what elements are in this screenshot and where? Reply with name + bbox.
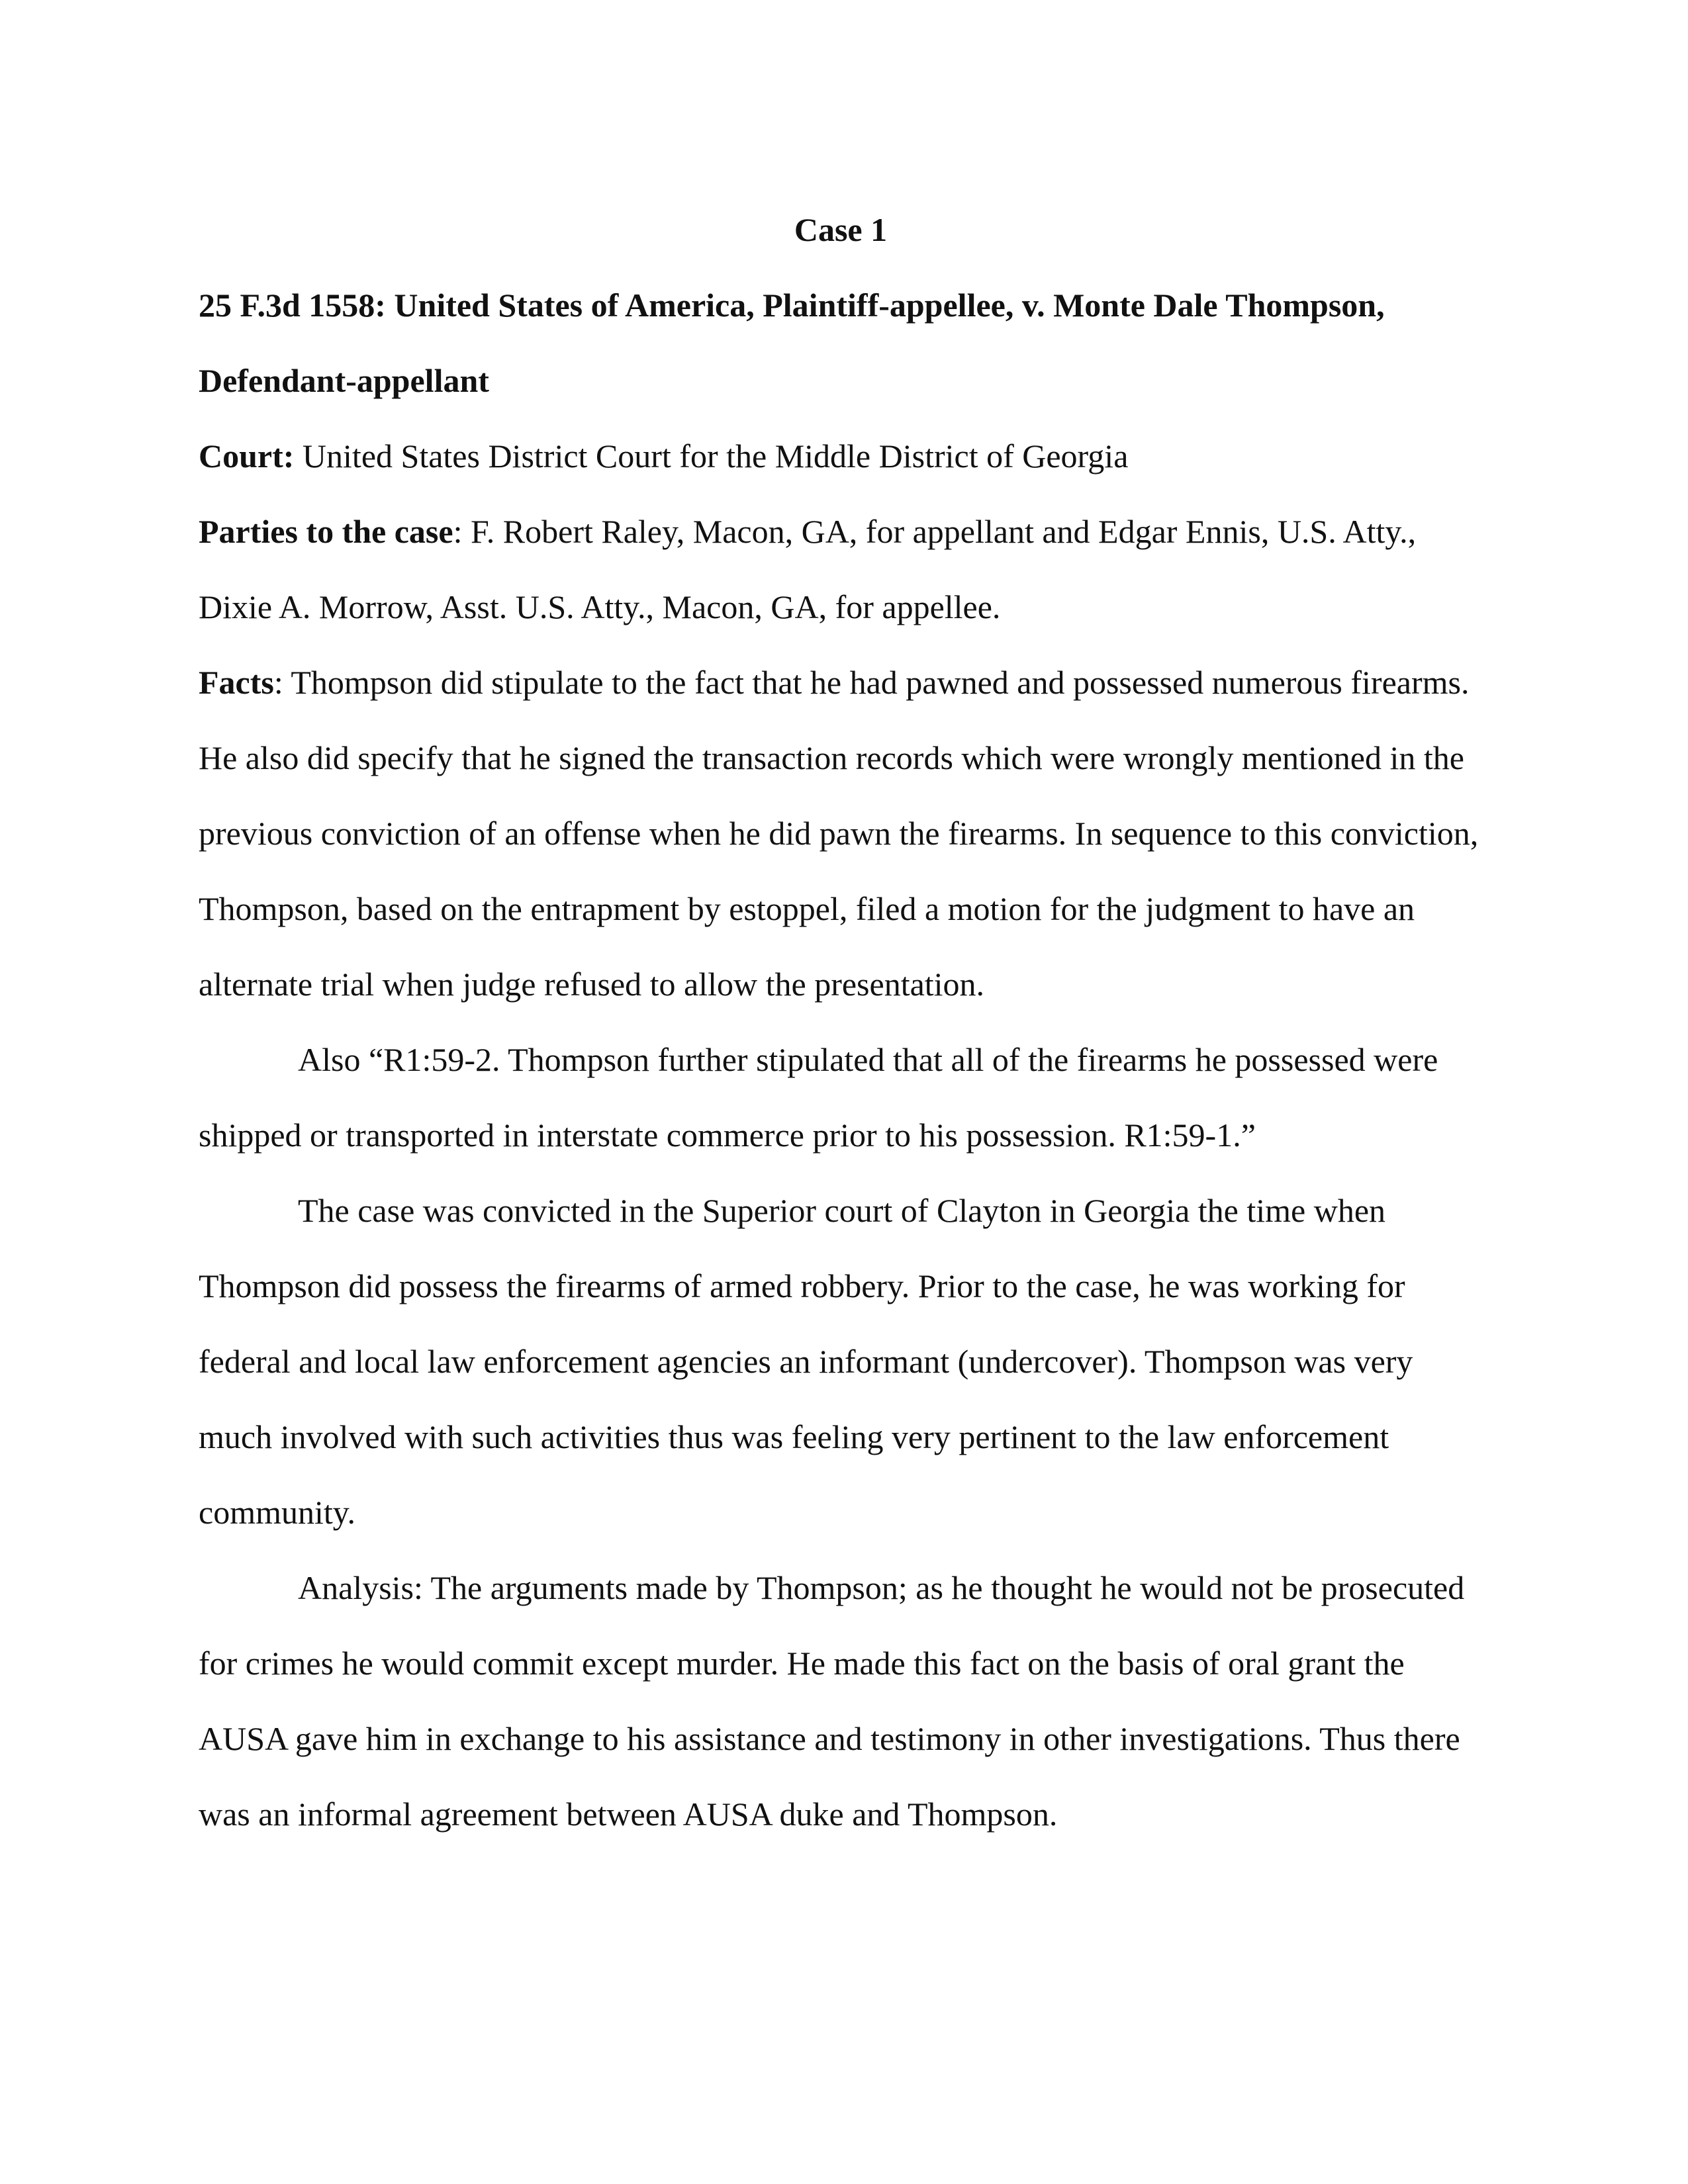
court-text: United States District Court for the Middle District of Georgia (294, 437, 1129, 475)
document-page (199, 192, 1483, 1852)
background-paragraph: The case was convicted in the Superior court of Clayton in Georgia the time when Thompson did possess the firearms of armed robbery. Prior to the case, he was working for federal and local law enforcement agencies an informant (undercover). Thompson was very much involved with such activities thus was feeling very pertinent to the law enforcement community. (199, 1192, 1413, 1531)
court-line (199, 418, 1483, 494)
parties-paragraph (199, 494, 1483, 645)
parties-label: Parties to the case (199, 513, 453, 550)
court-label: Court: (199, 437, 295, 475)
facts-label: Facts (199, 664, 274, 701)
facts-paragraph (199, 645, 1483, 1022)
analysis-paragraph: Analysis: The arguments made by Thompson; as he thought he would not be prosecuted for crimes he would commit except murder. He made this fact on the basis of oral grant the AUSA gave him in exchange to his assistance and testimony in other investigations. Thus there was an informal agreement between AUSA duke and Thompson. (199, 1569, 1465, 1833)
parties-text: : F. Robert Raley, Macon, GA, for appellant and Edgar Ennis, U.S. Atty., Dixie A. Morrow, Asst. U.S. Atty., Macon, GA, for appellee. (199, 513, 1417, 625)
stipulation-paragraph: Also “R1:59-2. Thompson further stipulated that all of the firearms he possessed were shipped or transported in interstate commerce prior to his possession. R1:59-1.” (199, 1041, 1438, 1154)
facts-text: : Thompson did stipulate to the fact that he had pawned and possessed numerous firearms. He also did specify that he signed the transaction records which were wrongly mentioned in the previous conviction of an offense when he did pawn the firearms. In sequence to this conviction, Thompson, based on the entrapment by estoppel, filed a motion for the judgment to have an alternate trial when judge refused to allow the presentation. (199, 664, 1479, 1003)
case-heading: 25 F.3d 1558: United States of America, Plaintiff-appellee, v. Monte Dale Thompson, Defendant-appellant (199, 287, 1385, 399)
document-title: Case 1 (794, 211, 888, 248)
